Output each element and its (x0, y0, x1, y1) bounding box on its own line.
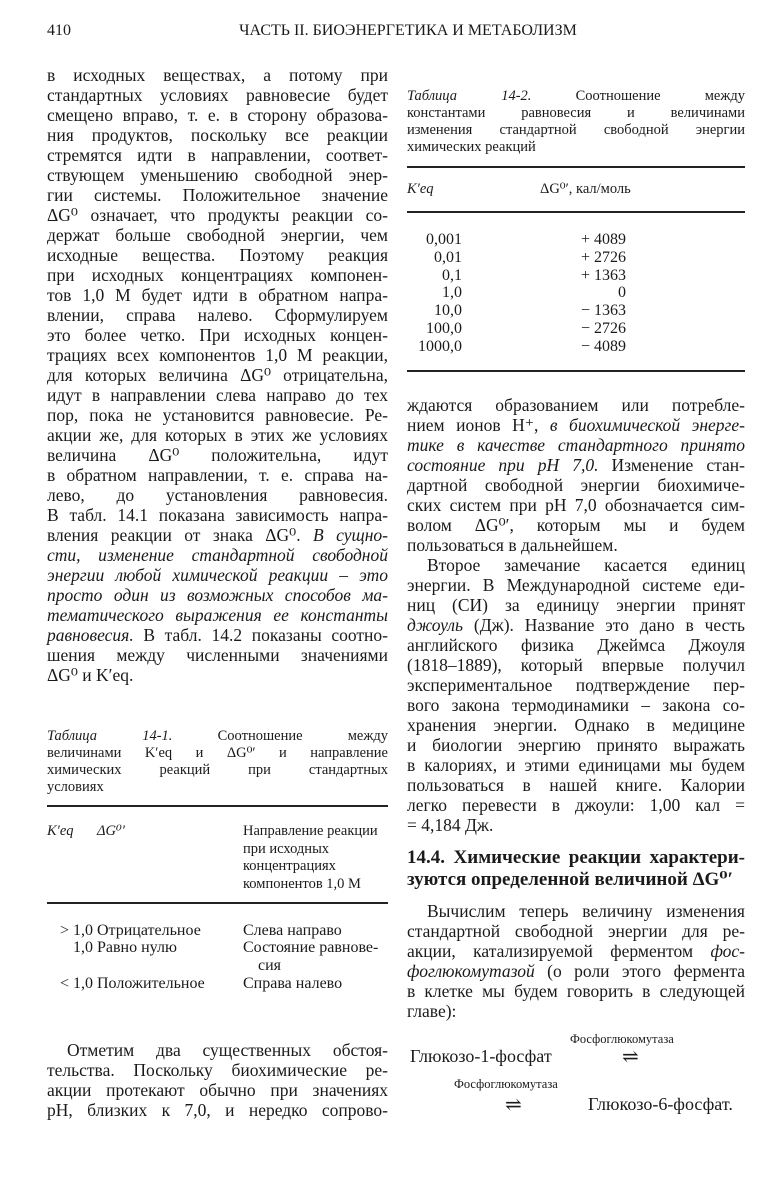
row-keq: 10,0 (434, 302, 462, 320)
left-paragraph-2 (47, 1040, 388, 1120)
text: стандартной свободной энергии для ре- (407, 921, 745, 941)
table-14-2-header-dg: ΔG⁰′, кал/моль (540, 181, 631, 197)
row-dg: + 4089 (580, 231, 626, 248)
text-line (407, 535, 745, 555)
row-keq: 1000,0 (418, 337, 462, 355)
text: 14.4. Химические реакции характери- (407, 847, 745, 868)
text-line (407, 735, 745, 755)
text-line (407, 715, 745, 735)
text-line (47, 425, 388, 445)
row-dg: 0 (618, 284, 626, 302)
text: стандартных условиях равновесие будет (47, 85, 388, 105)
row-dg: Отрицательное (97, 922, 201, 939)
text-line (407, 122, 745, 139)
table-14-1-header-direction (243, 823, 378, 893)
section-heading (407, 847, 745, 891)
header-line: Направление реакции (243, 823, 378, 839)
table-rule (407, 211, 745, 213)
text-line (47, 365, 388, 385)
table-rule (47, 805, 388, 807)
text: пользоваться в нашей книге. Калории (407, 775, 745, 795)
text-line (47, 65, 388, 85)
row-keq: > 1,0 (59, 922, 93, 939)
table-rule (47, 902, 388, 904)
italic-text: тике в качестве стандартного принято (407, 435, 745, 455)
text-line (47, 605, 388, 625)
right-paragraph-2 (407, 555, 745, 835)
row-direction: Состояние равнове- (243, 939, 379, 956)
text-line (47, 1100, 388, 1120)
row-dg: Положительное (97, 975, 205, 992)
text: (Дж). Название это дано в честь (463, 615, 745, 635)
row-keq: 1,0 (73, 939, 93, 956)
text-line (407, 475, 745, 495)
text: Соотношение между (531, 88, 745, 104)
right-paragraph-3 (407, 901, 745, 1021)
text: Изменение стан- (598, 455, 745, 475)
text: В табл. 14.2 показаны соотно- (133, 625, 388, 645)
text (97, 728, 142, 744)
text: это более четко. При исходных концен- (47, 325, 388, 345)
text: пор, пока не установится равновесие. Ре- (47, 405, 388, 425)
text: гии системы. Положительное значение (47, 185, 388, 205)
row-dg: + 1363 (580, 266, 626, 284)
text-line (407, 455, 745, 475)
header-line: при исходных (243, 840, 330, 857)
text: химических реакций (407, 139, 536, 155)
text: ния продуктов, поскольку все реакции (47, 125, 388, 145)
table-14-1-header-dg: ΔG⁰′ (97, 823, 125, 839)
text: пользоваться в дальнейшем. (407, 535, 618, 555)
text-line (47, 1060, 388, 1080)
text-line (47, 625, 388, 645)
text: тельства. Поскольку биохимические ре- (47, 1060, 388, 1080)
text-line (407, 961, 745, 981)
running-title: ЧАСТЬ II. БИОЭНЕРГЕТИКА И МЕТАБОЛИЗМ (239, 22, 577, 39)
text-line (47, 185, 388, 205)
text-line (407, 105, 745, 122)
text-line (47, 265, 388, 285)
table-14-1-caption (47, 728, 388, 796)
text-line (407, 695, 745, 715)
italic-text: просто один из возможных способов ма- (47, 585, 388, 605)
product: Глюкозо-6-фосфат. (588, 1094, 733, 1114)
text: зуются определенной величиной ΔG⁰′ (407, 869, 733, 890)
text-line (47, 645, 388, 665)
text: ниц (СИ) за единицу энергии принят (407, 595, 745, 615)
italic-text: тематического выражения ее константы (47, 605, 388, 625)
text: (1818–1889), который впервые получил (407, 655, 745, 675)
text-line (407, 655, 745, 675)
text: ΔG⁰ означает, что продукты реакции со- (47, 205, 388, 225)
header-line: компонентов 1,0 М (243, 875, 361, 892)
substrate: Глюкозо-1-фосфат (410, 1046, 552, 1066)
text: волом ΔG⁰′, которым мы и будем (407, 515, 745, 535)
enzyme-label: Фосфоглюкомутаза (570, 1032, 674, 1046)
row-keq: 0,001 (426, 231, 462, 248)
row-keq: < 1,0 (59, 975, 93, 992)
text: вления реакции от знака ΔG⁰. (47, 525, 313, 545)
row-keq: 0,01 (434, 248, 462, 266)
text-line (47, 305, 388, 325)
text: ΔG⁰ и K′eq. (47, 665, 134, 685)
text-line (407, 795, 745, 815)
text-line (47, 1080, 388, 1100)
text: легко перевести в джоули: 1,00 кал = (407, 795, 745, 815)
text-line (47, 385, 388, 405)
text-line (407, 755, 745, 775)
text-line (407, 869, 745, 891)
table-rule (407, 166, 745, 168)
text: для которых величина ΔG⁰ отрицательна, (47, 365, 388, 385)
text-line (47, 145, 388, 165)
text-line (47, 485, 388, 505)
italic-text: Таблица (407, 88, 457, 104)
text-line (47, 245, 388, 265)
text-line (47, 762, 388, 779)
equilibrium-arrow-icon: ⇌ (622, 1046, 639, 1068)
text-line (407, 675, 745, 695)
text: акции же, для которых в этих же условиях (47, 425, 388, 445)
text-line (47, 345, 388, 365)
text: в обратном направлении, т. е. справа на- (47, 465, 388, 485)
text: = 4,184 Дж. (407, 815, 494, 835)
text: Отметим два существенных обстоя- (67, 1040, 388, 1060)
text: в клетке мы будем говорить в следующей (407, 981, 745, 1001)
text-line (47, 85, 388, 105)
text-line (47, 165, 388, 185)
text-line (407, 775, 745, 795)
italic-text: фоглюкомутазой (407, 961, 535, 981)
italic-text: 14-2. (501, 88, 532, 104)
text: ских систем при pH 7,0 обозначается сим- (407, 495, 745, 515)
text: дартной свободной энергии биохимиче- (407, 475, 745, 495)
enzyme-label: Фосфоглюкомутаза (454, 1077, 558, 1091)
text-line (407, 615, 745, 635)
text: экспериментальное подтверждение пер- (407, 675, 745, 695)
text-line (407, 595, 745, 615)
text-line (47, 745, 388, 762)
text: Вычислим теперь величину изменения (427, 901, 745, 921)
italic-text: 14-1. (142, 728, 173, 744)
text: держат больше свободной энергии, чем (47, 225, 388, 245)
text-line (47, 405, 388, 425)
text-line (407, 495, 745, 515)
text-line (407, 515, 745, 535)
text-line (407, 941, 745, 961)
row-direction-cont: сия (258, 957, 282, 974)
text: шения между численными значениями (47, 645, 388, 665)
text: трациях всех компонентов 1,0 М реакции, (47, 345, 388, 365)
text (457, 88, 501, 104)
row-dg: Равно нулю (97, 939, 177, 956)
table-rule (407, 370, 745, 372)
row-direction: Справа налево (243, 975, 343, 992)
text: главе): (407, 1001, 457, 1021)
italic-text: сти, изменение стандартной свободной (47, 545, 388, 565)
italic-text: Таблица (47, 728, 97, 744)
text-line (47, 325, 388, 345)
table-14-2-header-keq: K′eq (407, 181, 434, 197)
text: исходные вещества. Поэтому реакция (47, 245, 388, 265)
text: акции протекают обычно при значениях (47, 1080, 388, 1100)
header-line: концентрациях (243, 858, 336, 874)
text-line (407, 435, 745, 455)
text-line (407, 139, 745, 156)
text-line (407, 981, 745, 1001)
page-number: 410 (47, 22, 71, 39)
text: при исходных концентрациях компонен- (47, 265, 388, 285)
row-dg: − 4089 (580, 337, 626, 355)
row-keq: 100,0 (426, 320, 462, 337)
text-line (47, 125, 388, 145)
row-direction: Слева направо (243, 922, 342, 939)
text: и биологии энергию принято выражать (407, 735, 745, 755)
text-line (407, 1001, 745, 1021)
italic-text: равновесия. (47, 625, 134, 645)
text: ждаются образованием или потребле- (407, 395, 745, 415)
italic-text: энергии любой химической реакции – это (47, 565, 388, 585)
text-line (47, 728, 388, 745)
text: В табл. 14.1 показана зависимость напра- (47, 505, 388, 525)
left-paragraph-1 (47, 65, 388, 685)
text-line (407, 901, 745, 921)
italic-text: В сущно- (313, 525, 388, 545)
row-dg: − 1363 (580, 302, 626, 320)
italic-text: состояние при pH 7,0. (407, 455, 599, 475)
text-line (47, 225, 388, 245)
text-line (47, 525, 388, 545)
row-dg: + 2726 (580, 248, 626, 266)
table-14-1-header-keq: K′eq (47, 823, 74, 839)
text: величинами K′eq и ΔG⁰′ и направление (47, 745, 388, 761)
right-paragraph-1 (407, 395, 745, 555)
text-line (407, 921, 745, 941)
text-line (47, 445, 388, 465)
text: хранения энергии. Однако в медицине (407, 715, 745, 735)
text: акции, катализируемой ферментом (407, 941, 711, 961)
text-line (47, 565, 388, 585)
text: в калориях, и этими единицами мы будем (407, 755, 745, 775)
text: Соотношение между (172, 728, 388, 744)
text-line (407, 555, 745, 575)
text: в исходных веществах, а потому при (47, 65, 388, 85)
text: энергии. В Международной системе еди- (407, 575, 745, 595)
text-line (47, 505, 388, 525)
text: (о роли этого фермента (534, 961, 745, 981)
text-line (407, 847, 745, 869)
text-line (47, 105, 388, 125)
row-keq: 1,0 (442, 284, 462, 302)
text: величина ΔG⁰ положительна, идут (47, 445, 388, 465)
equilibrium-arrow-icon: ⇌ (505, 1094, 522, 1116)
text-line (407, 395, 745, 415)
text-line (47, 545, 388, 565)
text: Второе замечание касается единиц (427, 555, 745, 575)
italic-text: фос- (710, 941, 745, 961)
text: вого закона термодинамики – закона со- (407, 695, 745, 715)
text: смещено вправо, т. е. в сторону образова- (47, 105, 388, 125)
italic-text: джоуль (407, 615, 463, 635)
text-line (407, 88, 745, 105)
text-line (47, 465, 388, 485)
row-keq: 0,1 (442, 266, 462, 284)
text-line (47, 205, 388, 225)
text: константами равновесия и величинами (407, 105, 745, 121)
text: стремятся идти в направлении, соответ- (47, 145, 388, 165)
text-line (407, 575, 745, 595)
text-line (47, 285, 388, 305)
text: нием ионов H⁺, (407, 415, 550, 435)
italic-text: в биохимической энерге- (549, 415, 745, 435)
text: влении, справа налево. Сформулируем (47, 305, 388, 325)
text: идут в направлении слева направо до тех (47, 385, 388, 405)
text: условиях (47, 779, 104, 795)
text-line (407, 635, 745, 655)
text: тов 1,0 М будет идти в обратном напра- (47, 285, 388, 305)
text-line (47, 1040, 388, 1060)
text: ствующем уменьшению свободной энер- (47, 165, 388, 185)
text-line (47, 779, 388, 796)
text-line (47, 665, 388, 685)
text: химических реакций при стандартных (47, 762, 388, 778)
text: лево, до установления равновесия. (47, 485, 388, 505)
text-line (407, 415, 745, 435)
text-line (407, 815, 745, 835)
row-dg: − 2726 (580, 320, 626, 337)
text: английского физика Джеймса Джоуля (407, 635, 745, 655)
text: изменения стандартной свободной энергии (407, 122, 745, 138)
table-14-2-caption (407, 88, 745, 156)
text-line (47, 585, 388, 605)
text: pH, близких к 7,0, и нередко сопрово- (47, 1100, 388, 1120)
